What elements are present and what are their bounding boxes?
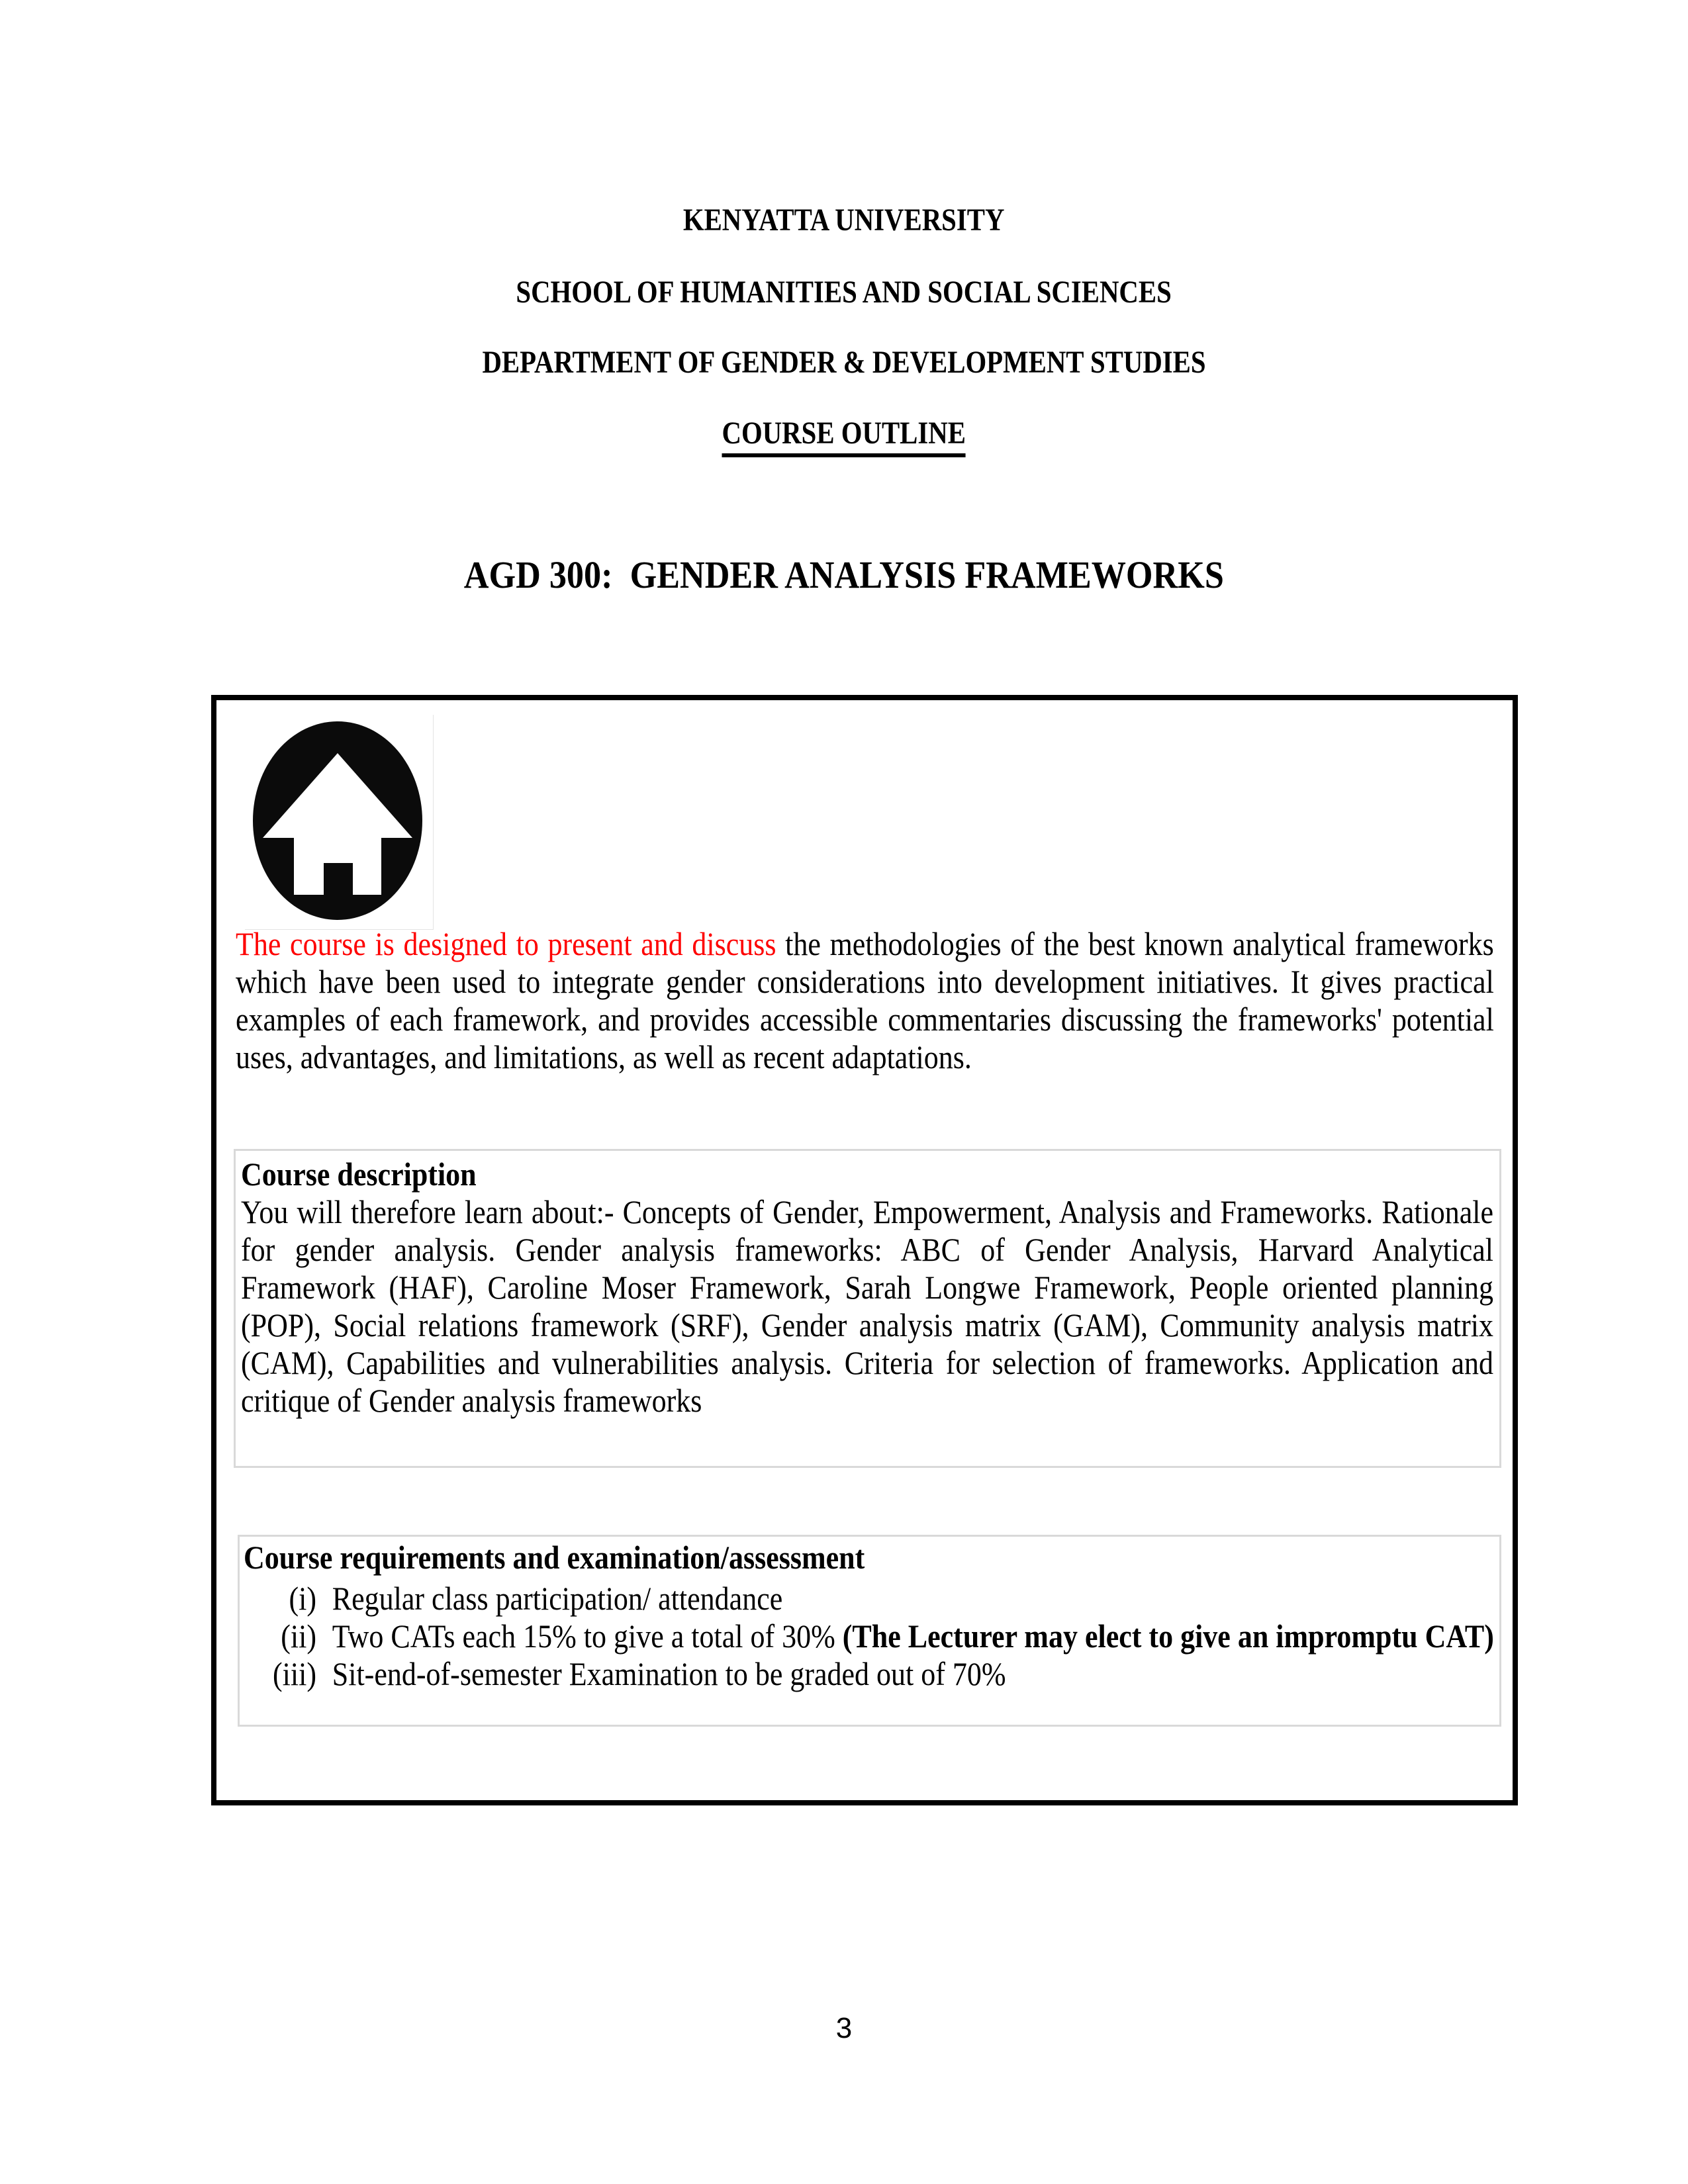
course-description-panel bbox=[234, 1149, 1501, 1468]
list-item bbox=[244, 1617, 1496, 1655]
list-item-text: Two CATs each 15% to give a total of 30% (The Lecturer may elect to give an impromptu CAT) bbox=[332, 1617, 1494, 1655]
course-requirements-panel bbox=[238, 1535, 1501, 1727]
school-name-text: SCHOOL OF HUMANITIES AND SOCIAL SCIENCES bbox=[516, 275, 1172, 310]
course-outline-heading-text: COURSE OUTLINE bbox=[722, 414, 966, 457]
home-icon bbox=[245, 715, 434, 930]
course-outline-heading bbox=[0, 414, 1688, 457]
course-requirements-heading: Course requirements and examination/assessment bbox=[244, 1539, 865, 1576]
list-item-number: (ii) bbox=[281, 1617, 316, 1655]
intro-body: the methodologies of the best known analytical frameworks which have been used to integrate gender considerations into development initiatives. It gives practical examples of each framework, and provides accessible commentaries discussing the frameworks' potential uses, advantages, and limitations, as well as recent adaptations. bbox=[236, 925, 1494, 1075]
list-item-text: Sit-end-of-semester Examination to be graded out of 70% bbox=[332, 1655, 1006, 1692]
list-item-number: (i) bbox=[289, 1580, 316, 1617]
course-title-text: AGD 300: GENDER ANALYSIS FRAMEWORKS bbox=[463, 553, 1225, 596]
list-item-text: Regular class participation/ attendance bbox=[332, 1580, 783, 1617]
course-description-body: You will therefore learn about:- Concepts of Gender, Empowerment, Analysis and Frameworks. Rationale for gender analysis. Gender analysis frameworks: ABC of Gender Analysis, Harvard Analytical Framework (HAF), Caroline Moser Framework, Sarah Longwe Framework, People oriented planning (POP), Social relations framework (SRF), Gender analysis matrix (GAM), Community analysis matrix (CAM), Capabilities and vulnerabilities analysis. Criteria for selection of frameworks. Application and critique of Gender analysis frameworks bbox=[241, 1193, 1493, 1419]
content-box bbox=[211, 695, 1518, 1805]
home-icon-graphic bbox=[245, 715, 433, 929]
course-description-heading: Course description bbox=[241, 1156, 477, 1193]
university-name bbox=[0, 201, 1688, 239]
department-name bbox=[0, 343, 1688, 381]
university-name-text: KENYATTA UNIVERSITY bbox=[683, 203, 1005, 238]
intro-highlight: The course is designed to present and discuss bbox=[236, 925, 786, 962]
intro-paragraph bbox=[236, 925, 1494, 1076]
department-name-text: DEPARTMENT OF GENDER & DEVELOPMENT STUDIES bbox=[482, 345, 1206, 380]
course-title bbox=[0, 552, 1688, 598]
list-item-number: (iii) bbox=[273, 1655, 316, 1692]
page-number: 3 bbox=[835, 2012, 853, 2044]
list-item bbox=[244, 1655, 1496, 1693]
school-name bbox=[0, 273, 1688, 311]
course-requirements-list bbox=[244, 1580, 1496, 1693]
list-item bbox=[244, 1580, 1496, 1617]
